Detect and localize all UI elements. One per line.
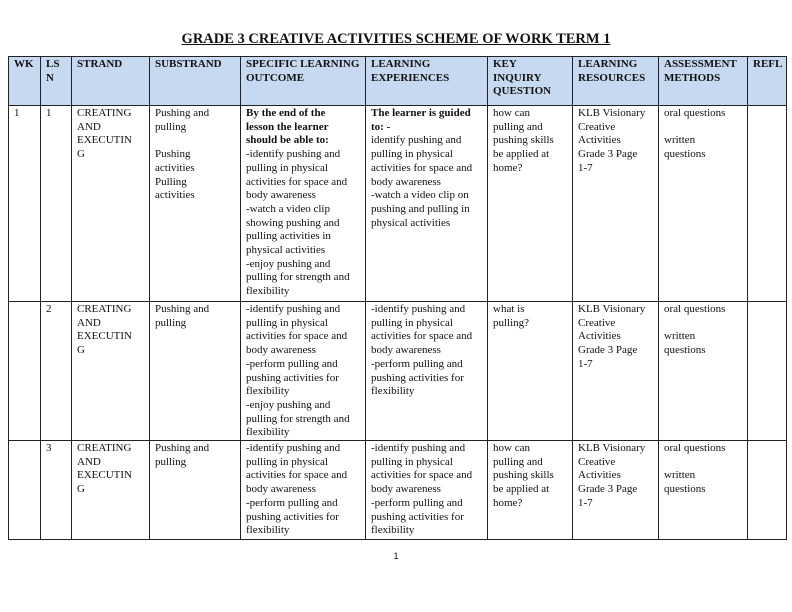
cell-resources: KLB Visionary Creative Activities Grade 3 Page 1-7	[573, 302, 659, 441]
cell-resources: KLB Visionary Creative Activities Grade 3 Page 1-7	[573, 441, 659, 540]
cell-strand: CREATING AND EXECUTIN G	[72, 106, 150, 302]
cell-outcome	[241, 106, 366, 302]
cell-wk: 1	[9, 106, 41, 302]
cell-resources: KLB Visionary Creative Activities Grade 3 Page 1-7	[573, 106, 659, 302]
cell-refl	[748, 302, 787, 441]
outcome-text: -identify pushing and pulling in physical activities for space and body awareness -watch a video clip showing pushing and pulling activities in physical activities -enjoy pushing and pulling for strength and flexibility	[246, 148, 350, 298]
cell-lsn: 2	[41, 302, 72, 441]
cell-assessment: oral questions written questions	[659, 106, 748, 302]
header-resources: LEARNING RESOURCES	[573, 57, 659, 106]
header-assessment: ASSESSMENT METHODS	[659, 57, 748, 106]
cell-wk	[9, 441, 41, 540]
cell-experiences: -identify pushing and pulling in physical activities for space and body awareness -perform pulling and pushing activities for flexibility	[366, 302, 488, 441]
table-row	[9, 106, 787, 302]
header-strand: STRAND	[72, 57, 150, 106]
cell-lsn: 3	[41, 441, 72, 540]
scheme-of-work-table	[8, 56, 787, 540]
page-number: 1	[393, 551, 399, 561]
experiences-text: identify pushing and pulling in physical activities for space and body awareness -watch a video clip on pushing and pulling in physical activities	[371, 134, 473, 229]
cell-refl	[748, 441, 787, 540]
document-title: GRADE 3 CREATIVE ACTIVITIES SCHEME OF WORK TERM 1	[181, 31, 611, 47]
cell-lsn: 1	[41, 106, 72, 302]
cell-strand: CREATING AND EXECUTIN G	[72, 302, 150, 441]
header-row	[9, 57, 787, 106]
cell-question: what is pulling?	[488, 302, 573, 441]
header-substrand: SUBSTRAND	[150, 57, 241, 106]
cell-experiences: -identify pushing and pulling in physical activities for space and body awareness -perform pulling and pushing activities for flexibility	[366, 441, 488, 540]
cell-question: how can pulling and pushing skills be applied at home?	[488, 441, 573, 540]
header-outcome: SPECIFIC LEARNING OUTCOME	[241, 57, 366, 106]
header-lsn: LS N	[41, 57, 72, 106]
header-wk: WK	[9, 57, 41, 106]
cell-question: how can pulling and pushing skills be applied at home?	[488, 106, 573, 302]
outcome-lead: By the end of the lesson the learner should be able to:	[246, 107, 329, 147]
cell-experiences	[366, 106, 488, 302]
header-refl: REFL	[748, 57, 787, 106]
cell-wk	[9, 302, 41, 441]
cell-assessment: oral questions written questions	[659, 441, 748, 540]
cell-outcome: -identify pushing and pulling in physical activities for space and body awareness -perform pulling and pushing activities for flexibility	[241, 441, 366, 540]
cell-substrand: Pushing and pulling	[150, 441, 241, 540]
cell-substrand: Pushing and pulling	[150, 302, 241, 441]
experiences-lead: The learner is guided to: -	[371, 107, 471, 133]
table-row	[9, 441, 787, 540]
header-experiences: LEARNING EXPERIENCES	[366, 57, 488, 106]
header-question: KEY INQUIRY QUESTION	[488, 57, 573, 106]
cell-outcome: -identify pushing and pulling in physical activities for space and body awareness -perform pulling and pushing activities for flexibility -enjoy pushing and pulling for strength and flexibility	[241, 302, 366, 441]
cell-substrand: Pushing and pulling Pushing activities Pulling activities	[150, 106, 241, 302]
table-row	[9, 302, 787, 441]
cell-strand: CREATING AND EXECUTIN G	[72, 441, 150, 540]
cell-assessment: oral questions written questions	[659, 302, 748, 441]
cell-refl	[748, 106, 787, 302]
